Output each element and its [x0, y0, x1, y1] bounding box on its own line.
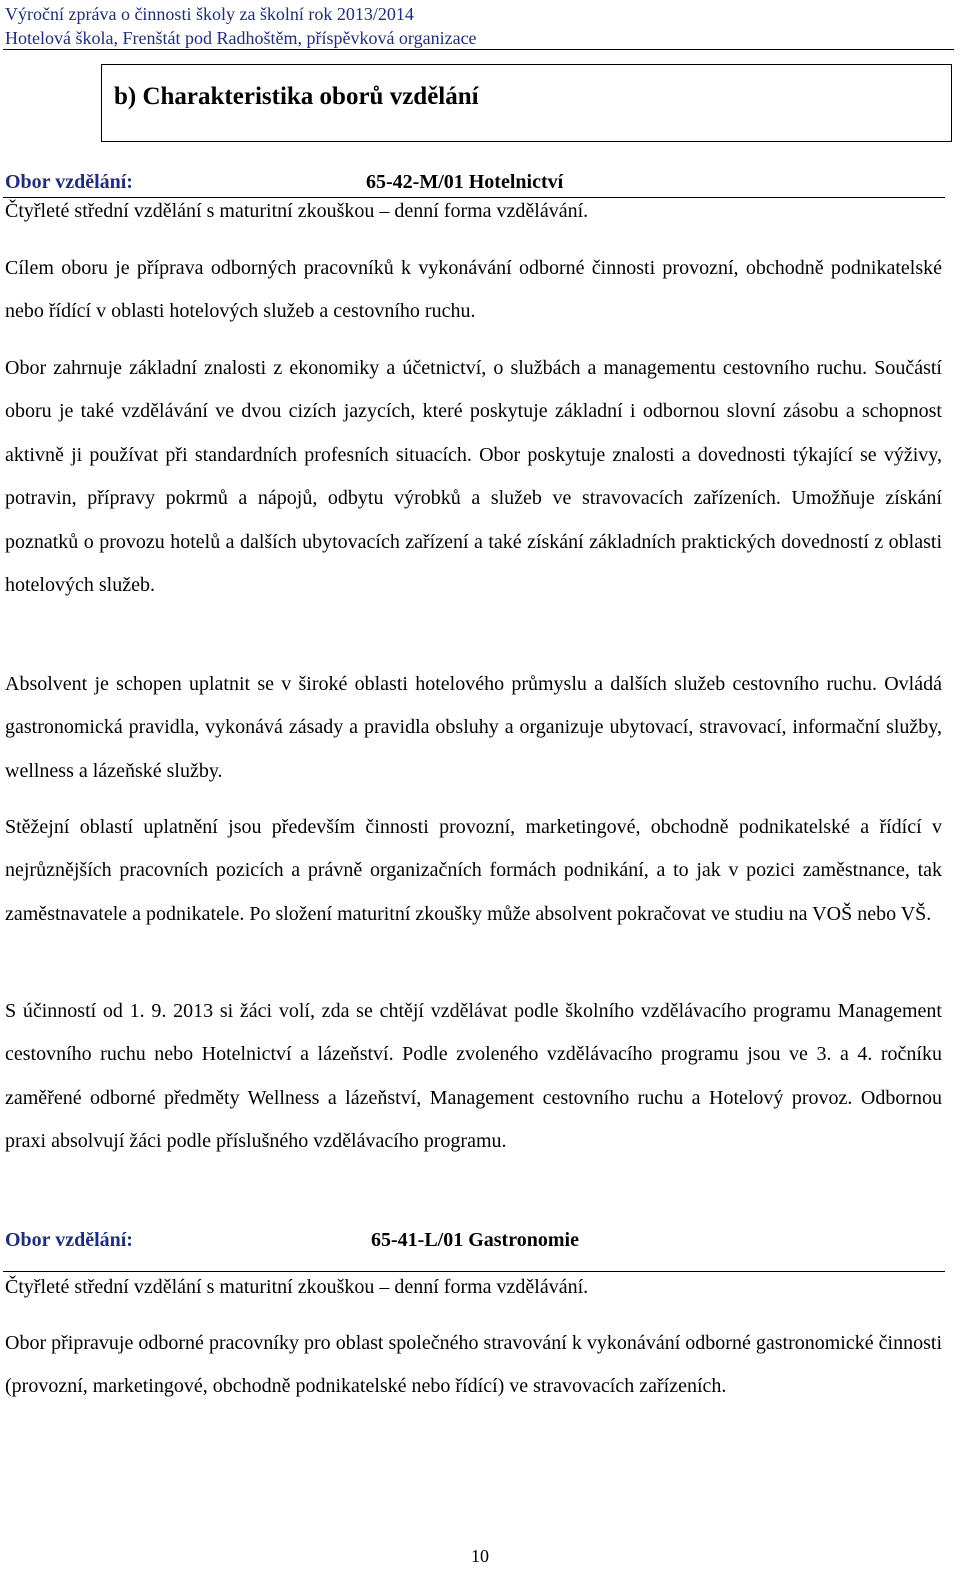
obor-2-field	[5, 1229, 945, 1255]
obor-2-value: 65-41-L/01 Gastronomie	[371, 1229, 579, 1251]
obor-1-label: Obor vzdělání:	[5, 171, 133, 193]
section-title-box	[101, 64, 952, 142]
header-school-name: Hotelová škola, Frenštát pod Radhoštěm, příspěvková organizace	[5, 28, 477, 48]
obor-1-paragraph-1: Cílem oboru je příprava odborných pracovníků k vykonávání odborné činnosti provozní, obchodně podnikatelské nebo řídící v oblasti hotelových služeb a cestovního ruchu.	[5, 257, 942, 323]
obor-1-paragraph-5: S účinností od 1. 9. 2013 si žáci volí, zda se chtějí vzdělávat podle školního vzdělávacího programu Management cestovního ruchu nebo Hotelnictví a lázeňství. Podle zvoleného vzdělávacího programu jsou ve 3. a 4. ročníku zaměřené odborné předměty Wellness a lázeňství, Management cestovního ruchu a Hotelový provoz. Odbornou praxi absolvují žáci podle příslušného vzdělávacího programu.	[5, 1000, 942, 1153]
header-divider	[3, 49, 954, 50]
obor-1-paragraph-3: Absolvent je schopen uplatnit se v široké oblasti hotelového průmyslu a dalších služeb cestovního ruchu. Ovládá gastronomická pravidla, vykonává zásady a pravidla obsluhy a organizuje ubytovací, stravovací, informační služby, wellness a lázeňské služby.	[5, 673, 942, 782]
obor-1-value: 65-42-M/01 Hotelnictví	[366, 171, 564, 193]
section-title: b) Charakteristika oborů vzdělání	[114, 83, 479, 110]
obor-1-divider	[3, 197, 945, 198]
obor-2-divider	[3, 1271, 945, 1272]
obor-2-subtitle: Čtyřleté střední vzdělání s maturitní zkouškou – denní forma vzdělávání.	[5, 1276, 589, 1298]
obor-1-field	[5, 171, 945, 197]
page-number: 10	[471, 1546, 489, 1566]
obor-1-subtitle: Čtyřleté střední vzdělání s maturitní zkouškou – denní forma vzdělávání.	[5, 200, 589, 222]
obor-1-paragraph-2: Obor zahrnuje základní znalosti z ekonomiky a účetnictví, o službách a managementu cestovního ruchu. Součástí oboru je také vzdělávání ve dvou cizích jazycích, které poskytuje základní i odbornou slovní zásobu a schopnost aktivně ji používat při standardních profesních situacích. Obor poskytuje znalosti a dovednosti týkající se výživy, potravin, přípravy pokrmů a nápojů, odbytu výrobků a služeb ve stravovacích zařízeních. Umožňuje získání poznatků o provozu hotelů a dalších ubytovacích zařízení a také získání základních praktických dovedností z oblasti hotelových služeb.	[5, 357, 942, 597]
obor-2-label: Obor vzdělání:	[5, 1229, 133, 1251]
obor-2-paragraph-1: Obor připravuje odborné pracovníky pro oblast společného stravování k vykonávání odborné gastronomické činnosti (provozní, marketingové, obchodně podnikatelské nebo řídící) ve stravovacích zařízeních.	[5, 1332, 942, 1398]
document-header	[5, 2, 955, 50]
obor-1-paragraph-4: Stěžejní oblastí uplatnění jsou především činnosti provozní, marketingové, obchodně podnikatelské a řídící v nejrůznějších pracovních pozicích a právně organizačních formách podnikání, a to jak v pozici zaměstnance, tak zaměstnavatele a podnikatele. Po složení maturitní zkoušky může absolvent pokračovat ve studiu na VOŠ nebo VŠ.	[5, 816, 942, 925]
header-report-title: Výroční zpráva o činnosti školy za školní rok 2013/2014	[5, 4, 414, 24]
